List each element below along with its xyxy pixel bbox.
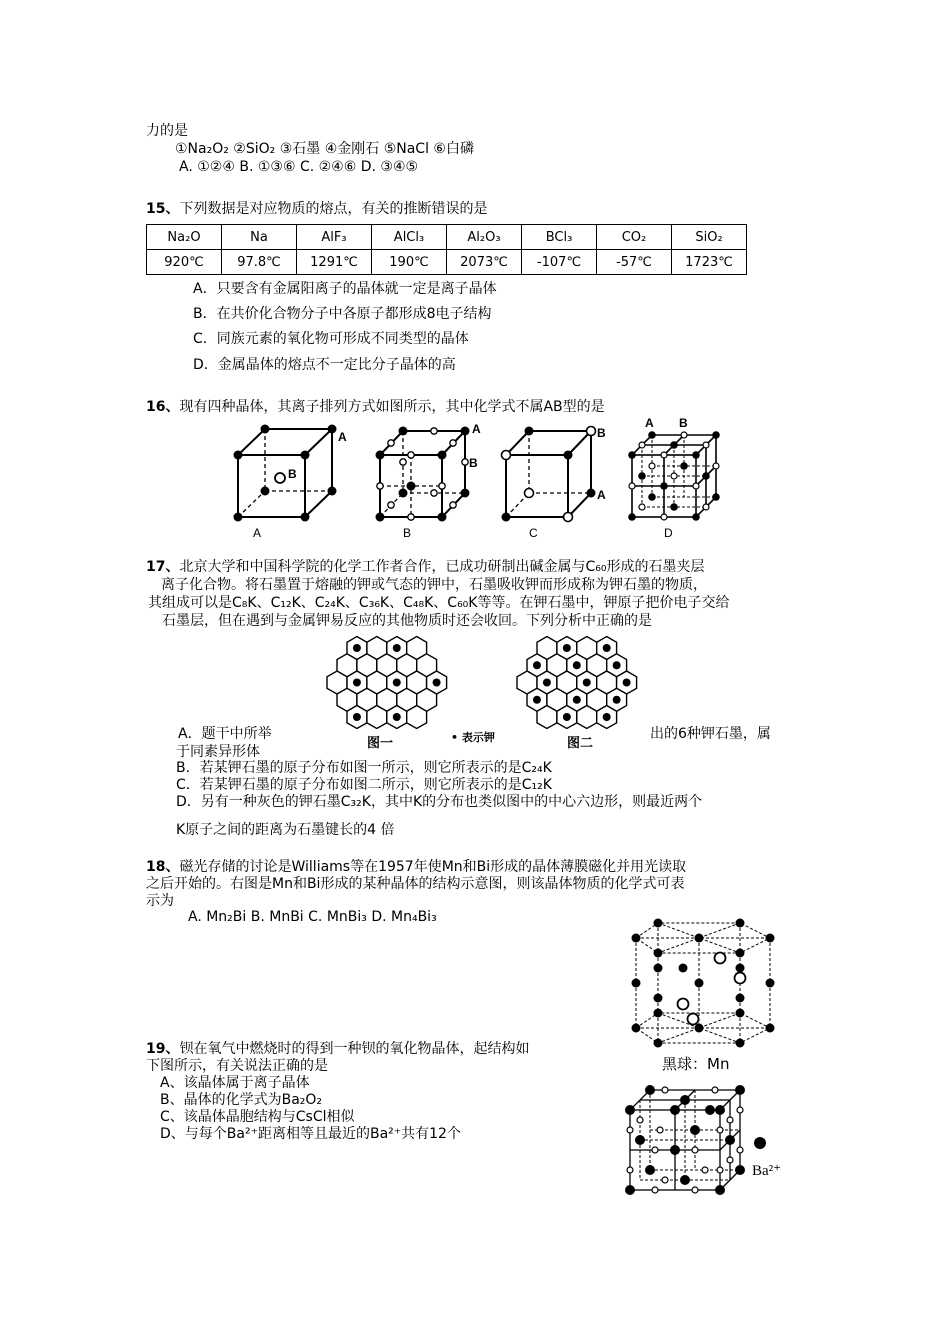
mnbi-crystal-figure: [628, 918, 788, 1038]
table-cell: SiO₂: [672, 225, 747, 250]
q17-line-4: 石墨层，但在遇到与金属钾易反应的其他物质时还会收回。下列分析中正确的是: [162, 613, 652, 629]
q19-option-c: C、该晶体晶胞结构与CsCl相似: [160, 1109, 355, 1125]
table-cell: Na₂O: [147, 225, 222, 250]
graphite-layer-figure-1: [327, 637, 447, 729]
potassium-atom: [563, 713, 571, 721]
hexagon-ring: [577, 706, 597, 729]
table-cell: Na: [222, 225, 297, 250]
table-cell: 1723℃: [672, 250, 747, 275]
q15-option-b: B．在共价化合物分子中各原子都形成8电子结构: [193, 306, 492, 322]
q17-option-a-right: 出的6种钾石墨，属: [650, 726, 771, 742]
question-number: 19、: [146, 1041, 180, 1057]
potassium-atom: [613, 696, 621, 704]
figure-label: C: [529, 526, 538, 540]
potassium-atom: [563, 644, 571, 652]
q18-options: A. Mn₂Bi B. MnBi C. MnBi₃ D. Mn₄Bi₃: [188, 909, 437, 925]
table-cell: 2073℃: [447, 250, 522, 275]
q15-option-a: A．只要含有金属阳离子的晶体就一定是离子晶体: [193, 281, 497, 297]
table-cell: BCl₃: [522, 225, 597, 250]
ba-legend-marker: [754, 1137, 766, 1149]
potassium-atom: [613, 661, 621, 669]
ba-legend: Ba²⁺: [752, 1163, 782, 1179]
q17-option-d: D．另有一种灰色的钾石墨C₃₂K，其中K的分布也类似图中的中心六边形，则最近两个: [176, 794, 703, 810]
q19-line-1: [146, 1040, 529, 1058]
atom-label-a: A: [645, 416, 654, 430]
crystal-figures: [225, 415, 688, 545]
q17-line-3: 其组成可以是C₈K、C₁₂K、C₂₄K、C₃₆K、C₄₈K、C₆₀K等等。在钾石墨中，钾原子把价电子交给: [148, 595, 730, 611]
atom-label-b: B: [288, 467, 297, 481]
hexagon-ring: [367, 706, 387, 729]
table-cell: 97.8℃: [222, 250, 297, 275]
table-cell: -57℃: [597, 250, 672, 275]
q16-stem: [146, 398, 605, 416]
question-text: 北京大学和中国科学院的化学工作者合作，已成功研制出碱金属与C₆₀形成的石墨夹层: [179, 559, 705, 575]
baro2-crystal-figure: [620, 1080, 820, 1200]
question-text: 下列数据是对应物质的熔点，有关的推断错误的是: [179, 201, 488, 217]
q17-option-a-cont: 于同素异形体: [176, 744, 260, 760]
q14-options: A. ①②④ B. ①③⑥ C. ②④⑥ D. ③④⑤: [179, 159, 419, 175]
atom-label-b: B: [597, 426, 606, 440]
atom-label-a: A: [338, 430, 347, 444]
question-number: 17、: [146, 559, 180, 575]
q18-line-1: [146, 858, 686, 876]
hexagon-ring: [407, 706, 427, 729]
crystal-figure-c: [502, 426, 607, 540]
q19-option-d: D、与每个Ba²⁺距离相等且最近的Ba²⁺共有12个: [160, 1126, 461, 1142]
potassium-atom: [393, 644, 401, 652]
potassium-atom: [393, 679, 401, 687]
table-cell: 1291℃: [297, 250, 372, 275]
potassium-legend: • 表示钾: [451, 731, 495, 744]
q15-option-c: C．同族元素的氧化物可形成不同类型的晶体: [193, 331, 469, 347]
q19-option-a: A、该晶体属于离子晶体: [160, 1075, 310, 1091]
potassium-atom: [353, 713, 361, 721]
q17-option-d-cont: K原子之间的距离为石墨键长的4 倍: [176, 822, 395, 838]
question-text: 钡在氧气中燃烧时的得到一种钡的氧化物晶体，起结构如: [179, 1041, 530, 1057]
q17-line-1: [146, 558, 704, 576]
potassium-atom: [533, 696, 541, 704]
q14-tail: 力的是: [146, 123, 188, 139]
question-number: 16、: [146, 399, 180, 415]
question-text: 现有四种晶体，其离子排列方式如图所示，其中化学式不属AB型的是: [179, 399, 605, 415]
atom-label-b: B: [679, 416, 688, 430]
table-row: [147, 250, 747, 275]
q17-option-b: B．若某钾石墨的原子分布如图一所示，则它所表示的是C₂₄K: [176, 760, 552, 776]
potassium-atom: [623, 679, 631, 687]
graphite-figures: [315, 632, 645, 750]
potassium-atom: [353, 644, 361, 652]
question-number: 18、: [146, 859, 180, 875]
table-cell: AlCl₃: [372, 225, 447, 250]
q15-option-d: D．金属晶体的熔点不一定比分子晶体的高: [193, 357, 456, 373]
table-cell: Al₂O₃: [447, 225, 522, 250]
atom-label-b: B: [469, 456, 478, 470]
q17-option-c: C．若某钾石墨的原子分布如图二所示，则它所表示的是C₁₂K: [176, 777, 552, 793]
potassium-atom: [533, 661, 541, 669]
hexagon-ring: [537, 706, 557, 729]
q17-line-2: 离子化合物。将石墨置于熔融的钾或气态的钾中，石墨吸收钾而形成称为钾石墨的物质，: [161, 577, 707, 593]
q17-option-a-left: A．题干中所举: [178, 726, 272, 742]
potassium-atom: [603, 644, 611, 652]
figure-1-caption: 图一: [367, 736, 394, 751]
crystal-figure-d: [628, 416, 720, 540]
table-cell: 920℃: [147, 250, 222, 275]
table-cell: 190℃: [372, 250, 447, 275]
table-cell: CO₂: [597, 225, 672, 250]
potassium-atom: [603, 713, 611, 721]
table-header-row: [147, 225, 747, 250]
q18-line-2: 之后开始的。右图是Mn和Bi形成的某种晶体的结构示意图，则该晶体物质的化学式可表: [146, 876, 685, 892]
figure-label: A: [253, 526, 262, 540]
potassium-atom: [433, 679, 441, 687]
figure-2-caption: 图二: [567, 736, 594, 751]
potassium-atom: [573, 696, 581, 704]
mn-legend: 黑球：Mn: [662, 1055, 730, 1073]
q15-stem: [146, 200, 487, 218]
crystal-figure-b: [376, 422, 482, 540]
figure-label: D: [664, 526, 673, 540]
q14-items: ①Na₂O₂ ②SiO₂ ③石墨 ④金刚石 ⑤NaCl ⑥白磷: [175, 141, 474, 157]
potassium-atom: [353, 679, 361, 687]
melting-point-table: [146, 224, 747, 275]
crystal-figure-a: [234, 425, 348, 541]
q18-line-3: 示为: [146, 893, 174, 909]
atom-label-a: A: [472, 422, 481, 436]
potassium-atom: [573, 661, 581, 669]
figure-label: B: [403, 526, 412, 540]
atom-label-a: A: [597, 488, 606, 502]
potassium-atom: [543, 679, 551, 687]
question-number: 15、: [146, 201, 180, 217]
question-text: 磁光存储的讨论是Williams等在1957年使Mn和Bi形成的晶体薄膜磁化并用光读取: [179, 859, 687, 875]
q19-line-2: 下图所示，有关说法正确的是: [146, 1058, 328, 1074]
potassium-atom: [393, 713, 401, 721]
table-cell: -107℃: [522, 250, 597, 275]
potassium-atom: [583, 679, 591, 687]
table-cell: AlF₃: [297, 225, 372, 250]
graphite-layer-figure-2: [517, 637, 637, 729]
q19-option-b: B、晶体的化学式为Ba₂O₂: [160, 1092, 323, 1108]
